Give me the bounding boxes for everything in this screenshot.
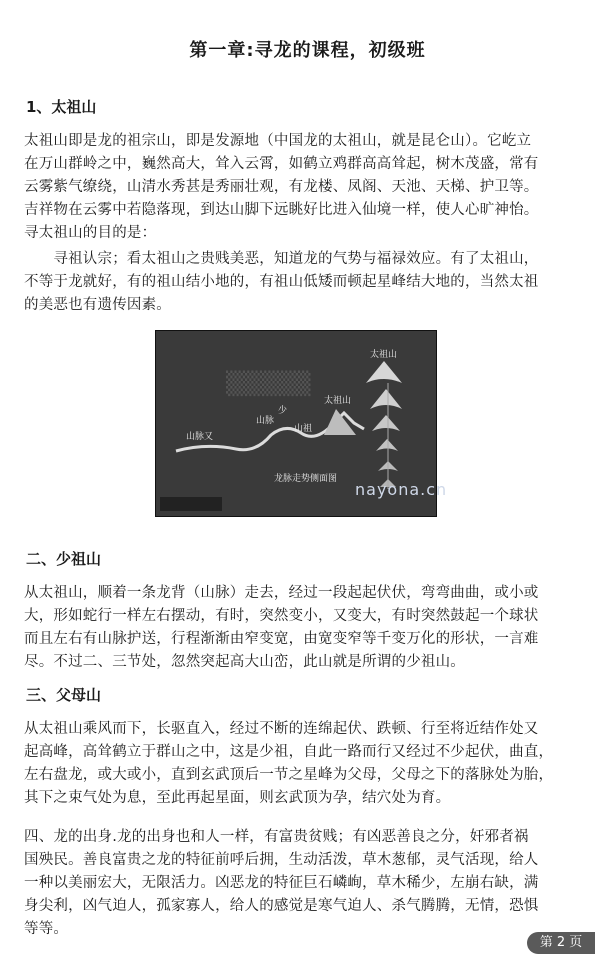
section-heading-fumushan: 三、父母山 [26, 686, 102, 704]
text-line: 在万山群岭之中，巍然高大，耸入云霄，如鹤立鸡群高高耸起，树木茂盛，常有 [24, 156, 539, 172]
page-number-badge: 第 2 页 [527, 932, 595, 954]
paragraph-long-chushen [24, 826, 584, 941]
figure-label: 太祖山 [324, 396, 352, 406]
paragraph-taizushan-2 [24, 248, 584, 317]
figure-label: 太祖山 [370, 350, 398, 360]
figure-caption: 龙脉走势侧面图 [274, 474, 338, 484]
text-line: 一种以美丽宏大，无限活力。凶恶龙的特征巨石嶙峋，草木稀少，左崩右缺，满 [24, 875, 539, 891]
text-line: 四、龙的出身.龙的出身也和人一样，有富贵贫贱；有凶恶善良之分，奸邪者祸 [24, 829, 529, 845]
text-line: 尽。不过二、三节处，忽然突起高大山峦，此山就是所谓的少祖山。 [24, 654, 465, 670]
text-line: 国殃民。善良富贵之龙的特征前呼后拥，生动活泼，草木葱郁，灵气活现，给人 [24, 852, 539, 868]
text-line: 的美恶也有遗传因素。 [24, 297, 171, 313]
text-line: 太祖山即是龙的祖宗山，即是发源地（中国龙的太祖山，就是昆仑山）。它屹立 [24, 133, 532, 149]
figure-label: 山祖 [294, 424, 313, 434]
watermark-text: nayona.cn [355, 480, 448, 499]
figure-label: 山脉又 [186, 432, 214, 442]
faded-title-text: ▒▒▒▒▒ [226, 372, 311, 397]
text-line: 等等。 [24, 921, 69, 937]
text-line: 从太祖山，顺着一条龙背（山脉）走去，经过一段起起伏伏，弯弯曲曲，或小或 [24, 585, 539, 601]
figure-stamp [160, 497, 222, 511]
figure-label: 山脉 [256, 416, 275, 426]
paragraph-taizushan-1 [24, 130, 584, 245]
section-heading-shaozushan: 二、少祖山 [26, 550, 102, 568]
text-line: 吉祥物在云雾中若隐落现，到达山脚下远眺好比进入仙境一样，使人心旷神怡。 [24, 202, 539, 218]
text-line: 左右盘龙，或大或小，直到玄武顶后一节之星峰为父母，父母之下的落脉处为胎， [24, 767, 554, 783]
paragraph-fumushan [24, 718, 584, 810]
figure-label: 少 [278, 406, 288, 416]
text-line: 其下之束气处为息，至此再起星面，则玄武顶为孕，结穴处为育。 [24, 790, 451, 806]
paragraph-shaozushan [24, 582, 584, 674]
text-line: 身尖利，凶气迫人，孤家寡人，给人的感觉是寒气迫人、杀气腾腾，无情，恐惧 [24, 898, 539, 914]
text-line: 寻太祖山的目的是： [24, 225, 157, 241]
text-line: 起高峰，高耸鹤立于群山之中，这是少祖，自此一路而行又经过不少起伏，曲直， [24, 744, 554, 760]
text-line: 寻祖认宗；看太祖山之贵贱美恶，知道龙的气势与福禄效应。有了太祖山， [24, 251, 539, 267]
text-line: 不等于龙就好，有的祖山结小地的，有祖山低矮而顿起星峰结大地的，当然太祖 [24, 274, 539, 290]
text-line: 云雾紫气缭绕，山清水秀甚是秀丽壮观，有龙楼、凤阁、天池、天梯、护卫等。 [24, 179, 539, 195]
section-heading-taizushan: 1、太祖山 [26, 98, 97, 116]
text-line: 大，形如蛇行一样左右摆动，有时，突然变小，又变大，有时突然鼓起一个球状 [24, 608, 539, 624]
text-line: 从太祖山乘风而下，长驱直入，经过不断的连绵起伏、跌顿、行至将近结作处又 [24, 721, 539, 737]
chapter-title: 第一章:寻龙的课程，初级班 [189, 40, 426, 61]
text-line: 而且左右有山脉护送，行程渐渐由窄变宽，由宽变窄等千变万化的形状，一言难 [24, 631, 539, 647]
